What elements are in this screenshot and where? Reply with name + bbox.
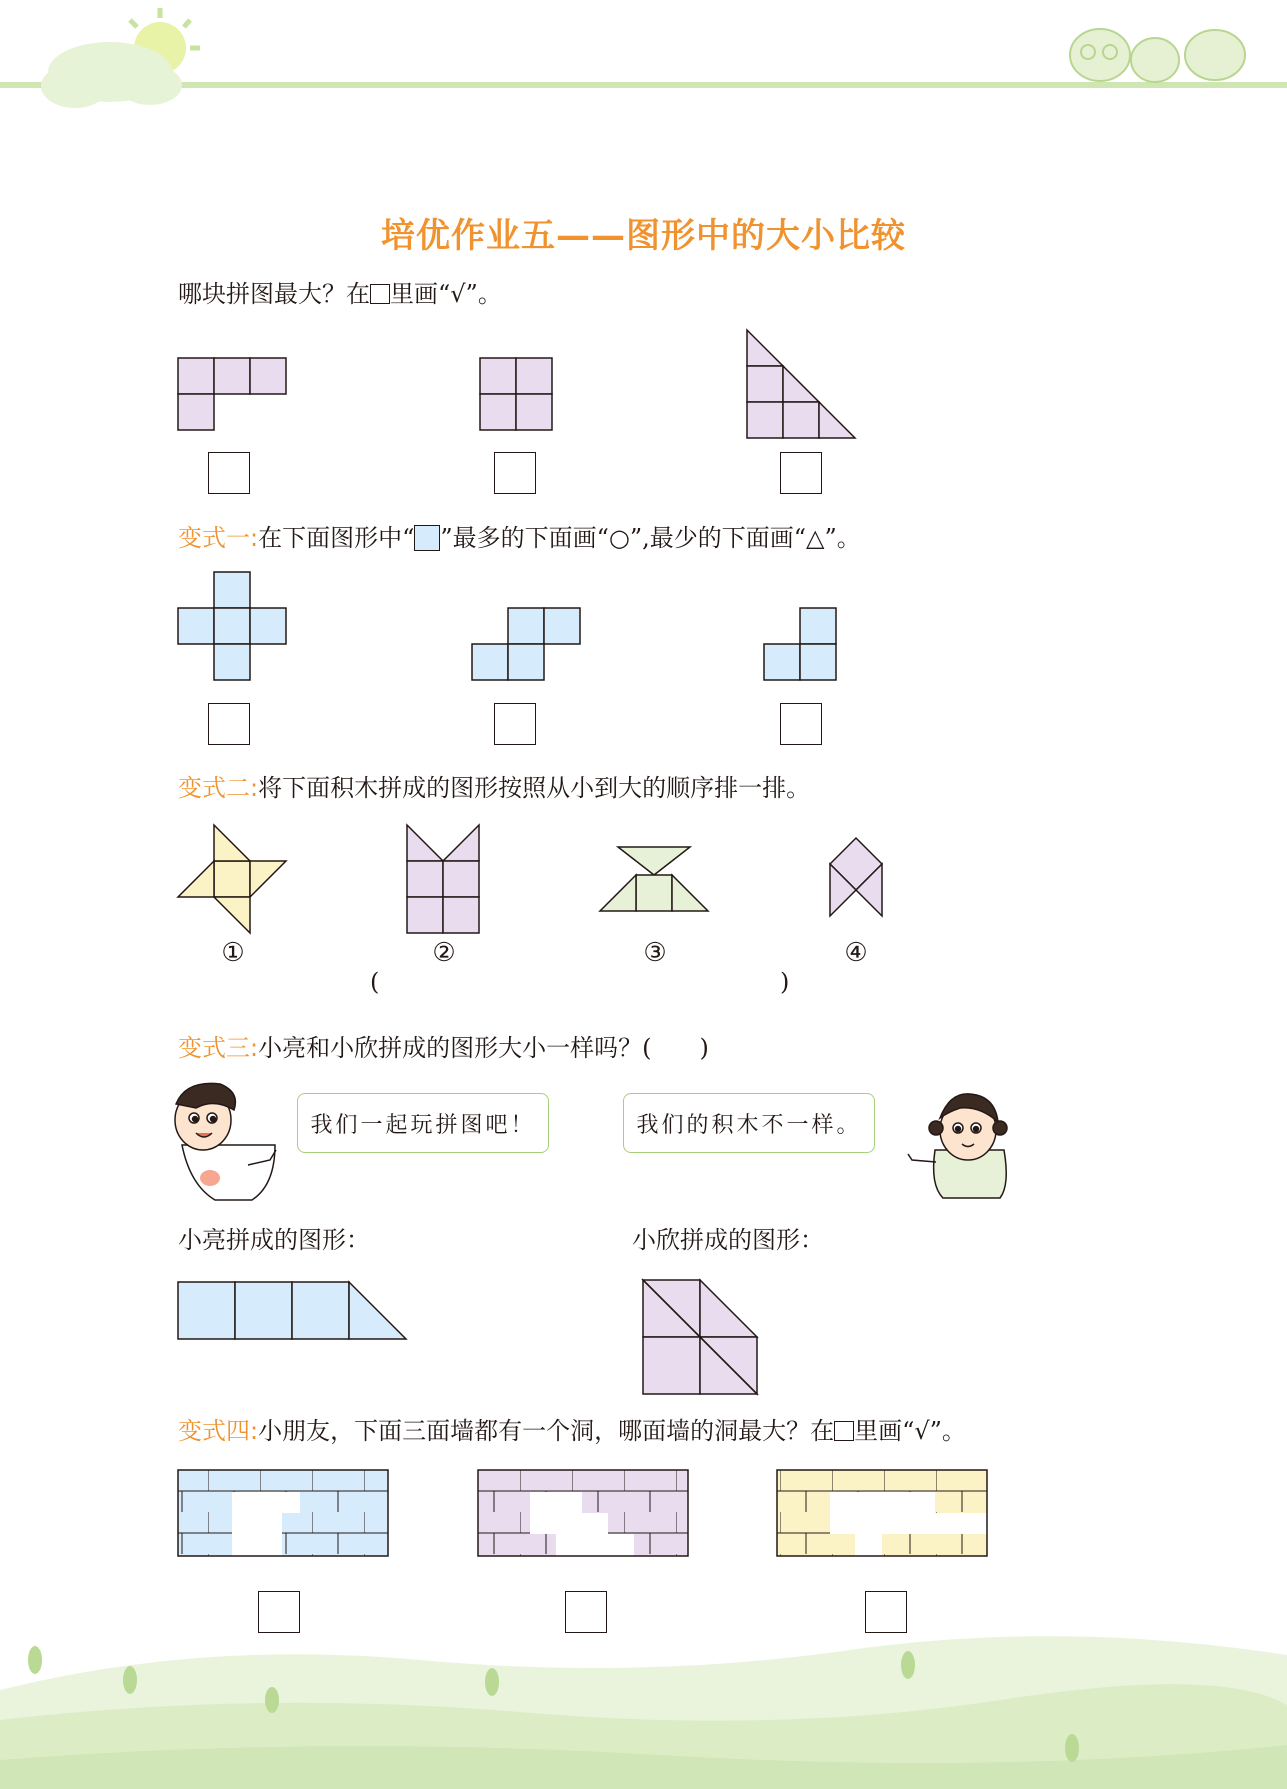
answer-box-1[interactable] [208, 452, 250, 494]
boy-figure-caption: 小亮拼成的图形： [178, 1226, 370, 1254]
answer-box-2[interactable] [494, 452, 536, 494]
variant-2-label: 变式二: [178, 774, 259, 802]
footer-hills [0, 1636, 1287, 1789]
variant-3-text: 小亮和小欣拼成的图形大小一样吗？( ) [258, 1034, 709, 1062]
boy-speech-text: 我们一起玩拼图吧！ [310, 1112, 536, 1138]
wall-answer-box-2[interactable] [565, 1591, 607, 1633]
variant-1-label: 变式一: [178, 524, 259, 552]
question-1-prompt [178, 278, 502, 310]
wall-answer-box-3[interactable] [865, 1591, 907, 1633]
answer-box-3[interactable] [780, 452, 822, 494]
girl-figure-caption: 小欣拼成的图形： [632, 1226, 824, 1254]
figure-number-2: ② [432, 938, 456, 968]
order-answer-field[interactable] [384, 966, 772, 998]
variant-4-text-b: 里画“√”。 [854, 1417, 966, 1445]
figure-number-1: ① [221, 938, 245, 968]
variant-1-text-b: ”最多的下面画“○”,最少的下面画“△”。 [440, 524, 861, 552]
question-1-text-b: 里画“√”。 [390, 280, 502, 308]
variant-3-prompt [178, 1032, 709, 1064]
variant-1-text-a: 在下面图形中“ [258, 524, 415, 552]
boy-speech-bubble [297, 1093, 549, 1153]
question-1-text-a: 哪块拼图最大？在 [178, 280, 370, 308]
girl-speech-bubble [623, 1093, 875, 1153]
blue-square-icon [414, 525, 440, 551]
figure-number-3: ③ [643, 938, 667, 968]
variant-1-prompt [178, 522, 861, 554]
variant-4-text-a: 小朋友，下面三面墙都有一个洞，哪面墙的洞最大？在 [258, 1417, 835, 1445]
variant-1-answer-box-2[interactable] [494, 703, 536, 745]
answer-paren-close: ) [780, 968, 790, 996]
animal-heads-decoration [1070, 29, 1245, 82]
inline-square-icon [370, 284, 390, 304]
variant-2-prompt [178, 772, 810, 804]
figure-number-4: ④ [844, 938, 868, 968]
header-line [0, 82, 1287, 88]
variant-1-answer-box-3[interactable] [780, 703, 822, 745]
wall-answer-box-1[interactable] [258, 1591, 300, 1633]
girl-speech-text: 我们的积木不一样。 [636, 1112, 862, 1138]
variant-4-prompt [178, 1415, 966, 1447]
variant-2-text: 将下面积木拼成的图形按照从小到大的顺序排一排。 [258, 774, 811, 802]
answer-paren-open: ( [370, 968, 380, 996]
variant-1-answer-box-1[interactable] [208, 703, 250, 745]
sun-cloud-decoration [41, 8, 200, 108]
inline-square-icon-2 [834, 1421, 854, 1441]
page-title: 培优作业五——图形中的大小比较 [381, 216, 906, 256]
variant-3-label: 变式三: [178, 1034, 259, 1062]
variant-4-label: 变式四: [178, 1417, 259, 1445]
